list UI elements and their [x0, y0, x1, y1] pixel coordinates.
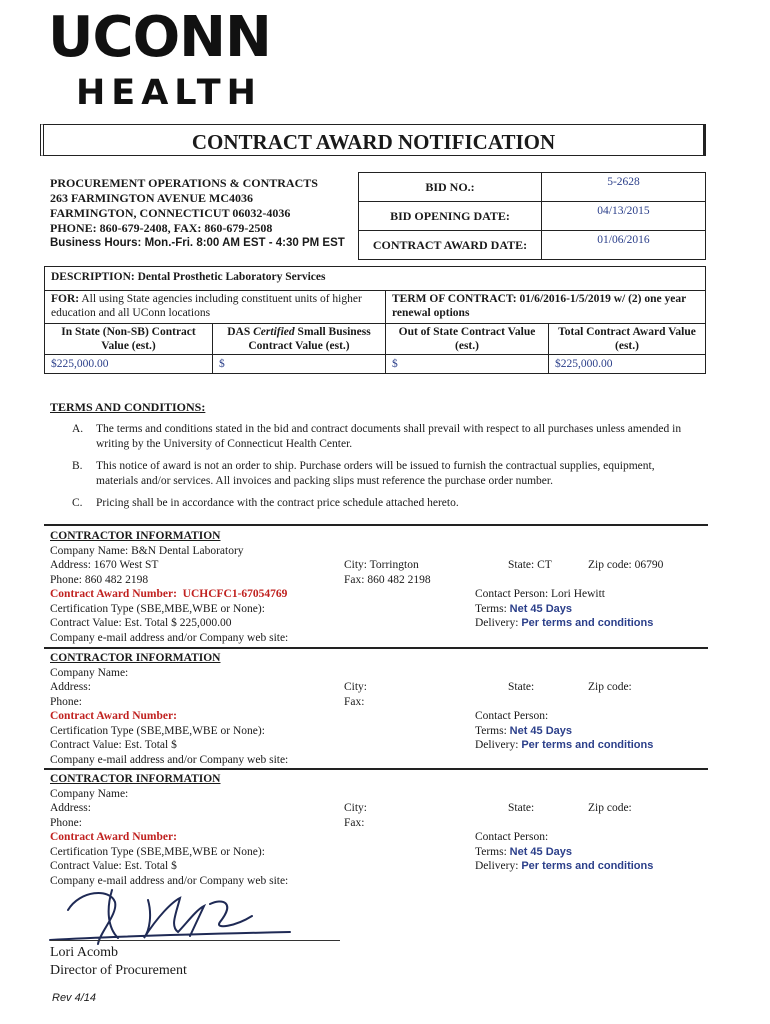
for-label: FOR: — [51, 293, 80, 305]
terms — [475, 602, 572, 617]
phone: Phone: — [50, 695, 82, 708]
contractor-block-2 — [50, 651, 710, 769]
delivery-label: Delivery: — [475, 617, 522, 629]
term-of-contract: TERM OF CONTRACT: 01/6/2016-1/5/2019 w/ (2) one year renewal options — [386, 291, 706, 324]
terms-label: Terms: — [475, 845, 510, 858]
company-name: Company Name: B&N Dental Laboratory — [50, 544, 244, 557]
company-email: Company e-mail address and/or Company web site: — [50, 874, 289, 887]
delivery-label: Delivery: — [475, 860, 522, 872]
award-number-value: UCHCFC1-67054769 — [182, 588, 288, 600]
logo-uconn: UCONN — [48, 5, 271, 70]
certification-type: Certification Type (SBE,MBE,WBE or None): — [50, 602, 265, 615]
delivery-label: Delivery: — [475, 739, 522, 751]
contact-person: Contact Person: — [475, 710, 549, 722]
term-a-text: The terms and conditions stated in the bid and contract documents shall prevail with respect to all purchases unless amended in writing by the University of Connecticut Health Center. — [96, 423, 682, 450]
contractor-block-3 — [50, 772, 710, 890]
contract-award-number — [50, 587, 287, 602]
out-of-state-value: $ — [386, 355, 549, 374]
das-header-c: Small Business Contract Value (est.) — [248, 326, 371, 352]
revision-label: Rev 4/14 — [52, 992, 97, 1004]
signatory — [50, 944, 187, 980]
procurement-phone: PHONE: 860-679-2408, FAX: 860-679-2508 — [50, 221, 273, 235]
contractor-divider-1 — [44, 524, 708, 526]
contractor-heading: CONTRACTOR INFORMATION — [50, 652, 221, 664]
procurement-address-block — [50, 176, 345, 251]
certification-type: Certification Type (SBE,MBE,WBE or None): — [50, 845, 265, 858]
for-text: All using State agencies including constituent units of higher education and all UConn locations — [51, 293, 362, 319]
phone: Phone: — [50, 816, 82, 829]
term-c — [72, 496, 686, 512]
company-email: Company e-mail address and/or Company web site: — [50, 631, 289, 644]
fax: Fax: — [344, 695, 365, 708]
terms-value: Net 45 Days — [509, 724, 573, 737]
description-table — [44, 266, 706, 374]
das-value: $ — [213, 355, 386, 374]
fax: Fax: 860 482 2198 — [344, 573, 431, 586]
company-email: Company e-mail address and/or Company web site: — [50, 753, 289, 766]
term-b-letter: B. — [72, 460, 83, 472]
procurement-address1: 263 FARMINGTON AVENUE MC4036 — [50, 191, 254, 205]
contractor-divider-3 — [44, 768, 708, 770]
term-a — [72, 422, 686, 452]
contact-person: Contact Person: — [475, 831, 549, 843]
term-c-letter: C. — [72, 497, 83, 509]
bid-opening-label: BID OPENING DATE: — [359, 202, 542, 231]
contractor-divider-2 — [44, 647, 708, 649]
state: State: CT — [508, 559, 552, 571]
terms — [475, 724, 572, 739]
address: Address: 1670 West ST — [50, 559, 159, 571]
term-b — [72, 459, 686, 489]
bid-opening-row — [359, 202, 706, 231]
bid-no-row — [359, 173, 706, 202]
term-a-letter: A. — [72, 423, 84, 435]
terms-label: Terms: — [475, 724, 510, 737]
delivery — [475, 738, 653, 753]
address: Address: — [50, 802, 91, 814]
delivery-value: Per terms and conditions — [521, 739, 654, 751]
contract-value: Contract Value: Est. Total $ 225,000.00 — [50, 617, 232, 629]
term-c-text: Pricing shall be in accordance with the contract price schedule attached hereto. — [96, 497, 459, 509]
bid-opening-value: 04/13/2015 — [542, 202, 706, 231]
certification-type: Certification Type (SBE,MBE,WBE or None): — [50, 724, 265, 737]
total-header: Total Contract Award Value (est.) — [549, 324, 706, 355]
delivery-value: Per terms and conditions — [521, 860, 654, 872]
total-value: $225,000.00 — [549, 355, 706, 374]
description: DESCRIPTION: Dental Prosthetic Laboratory Services — [45, 267, 706, 291]
contract-award-number: Contract Award Number: — [50, 710, 177, 722]
award-number-label: Contract Award Number: — [50, 588, 177, 600]
state: State: — [508, 802, 535, 814]
signature-line — [50, 940, 340, 941]
delivery — [475, 859, 653, 874]
in-state-header: In State (Non-SB) Contract Value (est.) — [45, 324, 213, 355]
term-b-text: This notice of award is not an order to ship. Purchase orders will be issued to furnish the contractual supplies, equipment, materials and/or services. All invoices and packing slips must reference the purchase order number. — [96, 460, 655, 487]
procurement-dept: PROCUREMENT OPERATIONS & CONTRACTS — [50, 176, 318, 190]
zip-code: Zip code: — [588, 681, 632, 693]
delivery-value: Per terms and conditions — [521, 617, 654, 629]
das-header — [213, 324, 386, 355]
contractor-heading: CONTRACTOR INFORMATION — [50, 773, 221, 785]
award-date-label: CONTRACT AWARD DATE: — [359, 231, 542, 260]
terms — [475, 845, 572, 860]
city: City: Torrington — [344, 559, 419, 571]
phone: Phone: 860 482 2198 — [50, 573, 149, 586]
contract-value: Contract Value: Est. Total $ — [50, 860, 177, 872]
contact-person: Contact Person: Lori Hewitt — [475, 588, 605, 600]
contractor-block-1 — [50, 529, 710, 647]
company-name: Company Name: — [50, 666, 129, 679]
contractor-heading: CONTRACTOR INFORMATION — [50, 530, 221, 542]
signatory-name: Lori Acomb — [50, 945, 119, 960]
city: City: — [344, 802, 368, 814]
for-cell — [45, 291, 386, 324]
das-header-a: DAS — [227, 326, 254, 338]
award-date-row — [359, 231, 706, 260]
signatory-title: Director of Procurement — [50, 963, 187, 978]
terms-value: Net 45 Days — [509, 845, 573, 858]
das-header-b: Certified — [253, 326, 295, 338]
delivery — [475, 616, 653, 631]
logo-health: HEALTH — [76, 73, 262, 113]
procurement-hours: Business Hours: Mon.-Fri. 8:00 AM EST - 4:30 PM EST — [50, 237, 345, 249]
in-state-value: $225,000.00 — [45, 355, 213, 374]
document-title: CONTRACT AWARD NOTIFICATION — [40, 124, 706, 156]
terms-label: Terms: — [475, 602, 510, 615]
contract-value: Contract Value: Est. Total $ — [50, 739, 177, 751]
out-of-state-header: Out of State Contract Value (est.) — [386, 324, 549, 355]
bid-no-label: BID NO.: — [359, 173, 542, 202]
procurement-address2: FARMINGTON, CONNECTICUT 06032-4036 — [50, 206, 291, 220]
city: City: — [344, 681, 368, 693]
bid-no-value: 5-2628 — [542, 173, 706, 202]
bid-info-table — [358, 172, 706, 260]
address: Address: — [50, 681, 91, 693]
terms-value: Net 45 Days — [509, 602, 573, 615]
award-date-value: 01/06/2016 — [542, 231, 706, 260]
state: State: — [508, 681, 535, 693]
company-name: Company Name: — [50, 787, 129, 800]
contract-award-number: Contract Award Number: — [50, 831, 177, 843]
fax: Fax: — [344, 816, 365, 829]
zip-code: Zip code: 06790 — [588, 559, 664, 571]
terms-heading: TERMS AND CONDITIONS: — [50, 400, 206, 414]
zip-code: Zip code: — [588, 802, 632, 814]
